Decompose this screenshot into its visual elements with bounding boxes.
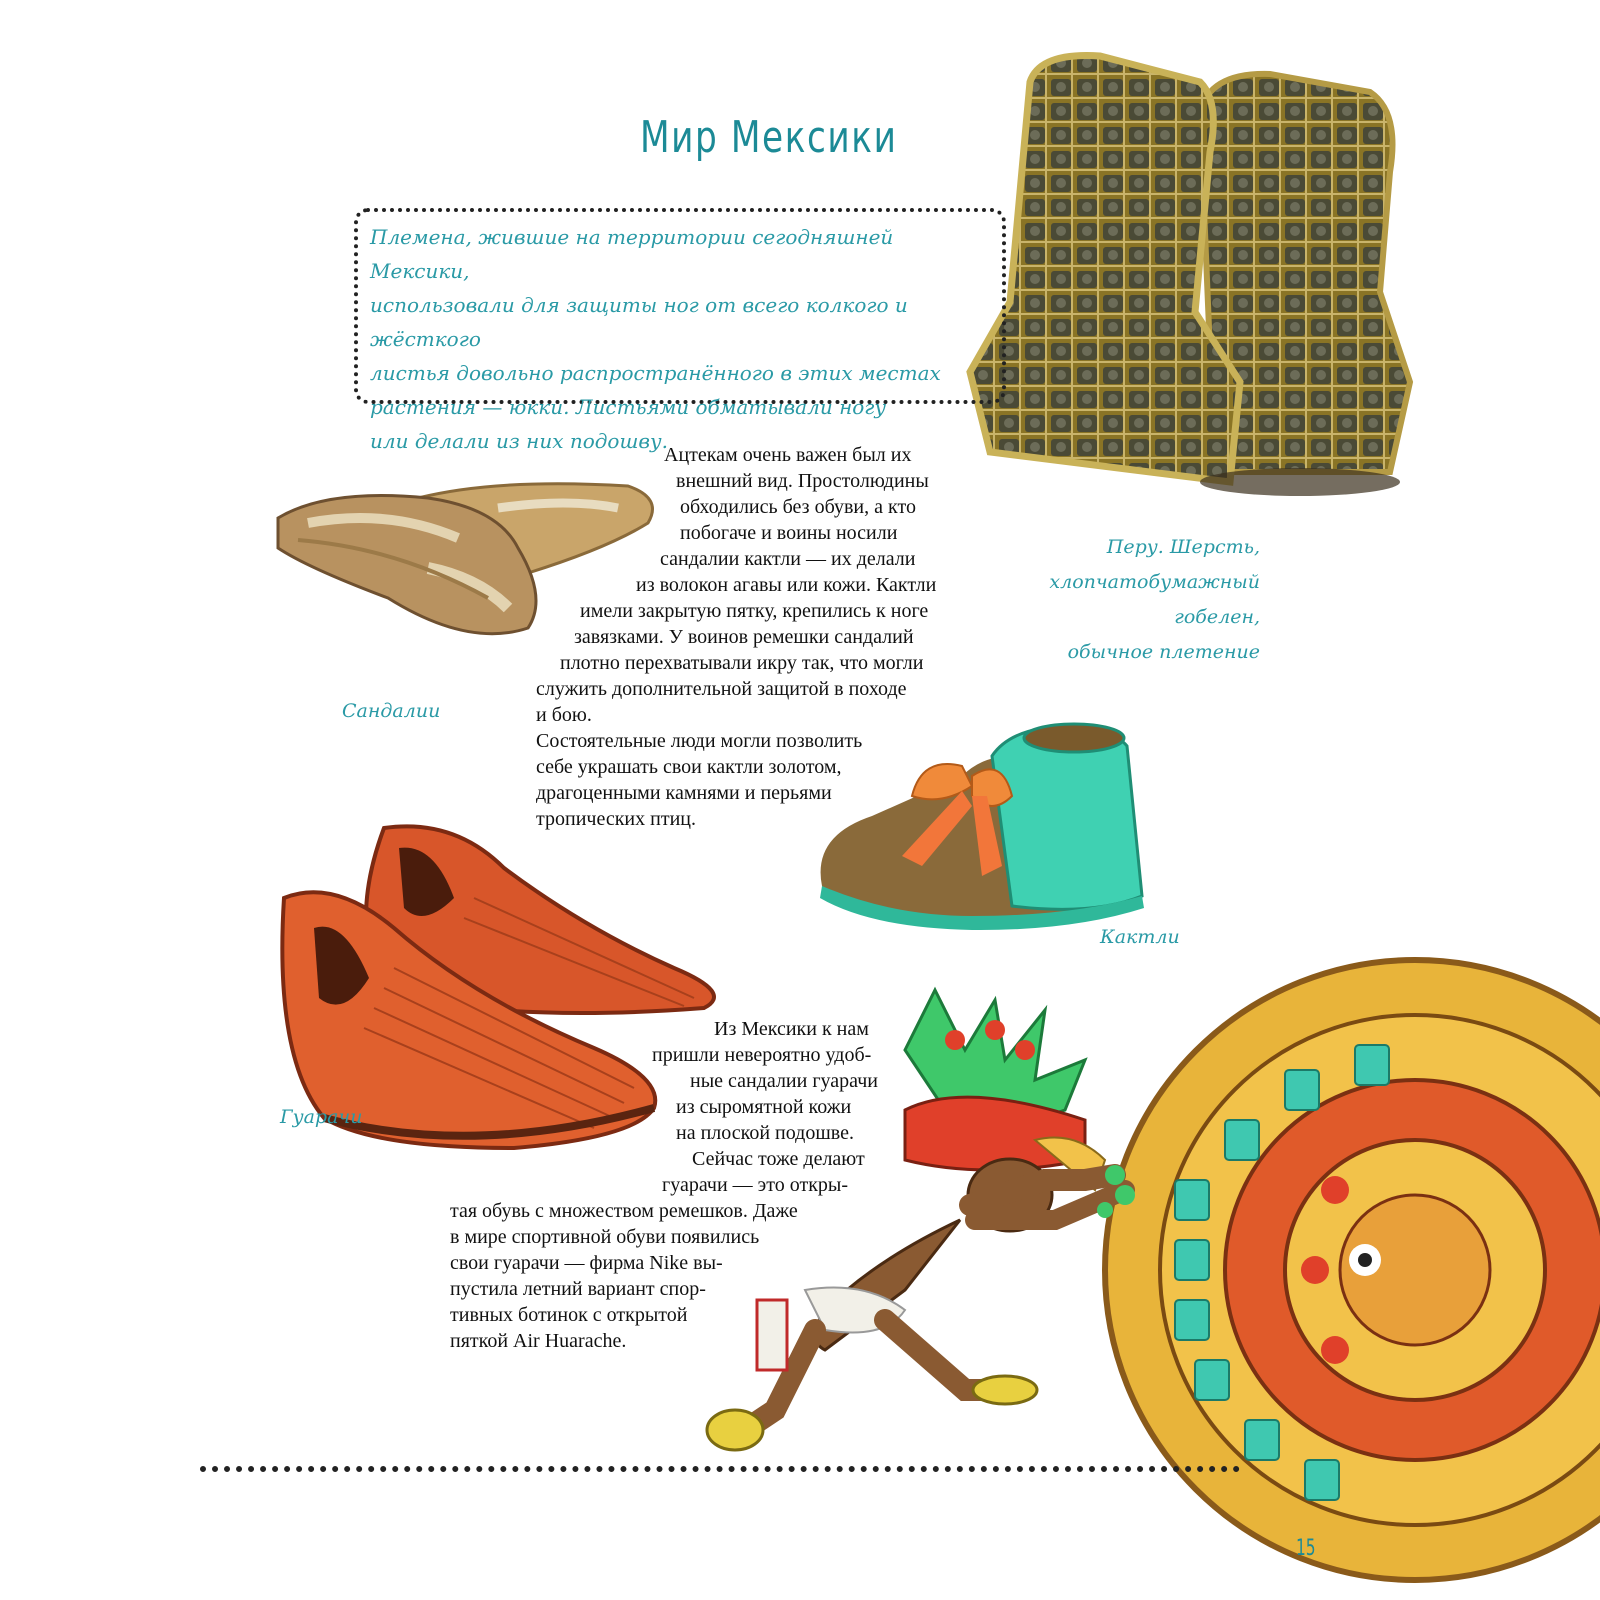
caktli-caption: Кактли	[1100, 926, 1180, 948]
text-line: Ацтекам очень важен был их	[664, 444, 912, 466]
text-line: ные сандалии гуарачи	[690, 1070, 878, 1092]
page-number: 15	[1296, 1536, 1316, 1561]
intro-line: Племена, жившие на территории сегодняшней Мексики,	[370, 225, 894, 283]
text-line: побогаче и воины носили	[680, 522, 898, 544]
text-line: свои гуарачи — фирма Nike вы-	[450, 1252, 723, 1274]
aztec-warrior-illustration	[705, 990, 1410, 1510]
caption-line: гобелен,	[1174, 606, 1260, 628]
text-line: тая обувь с множеством ремешков. Даже	[450, 1200, 798, 1222]
text-line: тропических птиц.	[536, 808, 696, 830]
text-line: и бою.	[536, 704, 592, 726]
caption-line: Перу. Шерсть,	[1106, 536, 1260, 558]
text-line: имели закрытую пятку, крепились к ноге	[580, 600, 929, 622]
bottom-divider	[200, 1466, 1240, 1472]
caption-line: хлопчатобумажный	[1049, 571, 1260, 593]
text-line: обходились без обуви, а кто	[680, 496, 916, 518]
text-line: на плоской подошве.	[676, 1122, 854, 1144]
text-line: из волокон агавы или кожи. Кактли	[636, 574, 937, 596]
text-line: гуарачи — это откры-	[662, 1174, 849, 1196]
caption-line: обычное плетение	[1067, 641, 1260, 663]
huarache-caption: Гуарачи	[280, 1106, 363, 1128]
text-line: внешний вид. Простолюдины	[676, 470, 929, 492]
sun-stone-icon	[1105, 960, 1600, 1580]
peru-caption	[1010, 530, 1260, 670]
text-line: Из Мексики к нам	[714, 1018, 869, 1040]
text-line: тивных ботинок с открытой	[450, 1304, 688, 1326]
intro-line: листья довольно распространённого в этих местах	[370, 361, 941, 385]
intro-line: растения — юкки. Листьями обматывали ногу	[370, 395, 886, 419]
text-line: служить дополнительной защитой в походе	[536, 678, 907, 700]
warrior-figure	[707, 990, 1135, 1450]
intro-line: или делали из них подошву.	[370, 429, 669, 453]
text-line: плотно перехватывали икру так, что могли	[560, 652, 924, 674]
peru-boots-image	[970, 52, 1410, 502]
text-line: драгоценными камнями и перьями	[536, 782, 832, 804]
text-line: Состоятельные люди могли позволить	[536, 730, 863, 752]
text-line: пяткой Air Huarache.	[450, 1330, 627, 1352]
intro-line: использовали для защиты ног от всего колкого и жёсткого	[370, 293, 908, 351]
text-line: себе украшать свои кактли золотом,	[536, 756, 842, 778]
text-line: завязками. У воинов ремешки сандалий	[574, 626, 914, 648]
text-line: в мире спортивной обуви появились	[450, 1226, 760, 1248]
text-line: пустила летний вариант спор-	[450, 1278, 706, 1300]
text-line: сандалии кактли — их делали	[660, 548, 916, 570]
text-line: Сейчас тоже делают	[692, 1148, 865, 1170]
caktli-image	[812, 716, 1152, 936]
text-line: пришли невероятно удоб-	[652, 1044, 872, 1066]
text-line: из сыромятной кожи	[676, 1096, 852, 1118]
intro-box	[354, 208, 1006, 453]
sandals-caption: Сандалии	[342, 700, 441, 722]
page-title: Мир Мексики	[640, 112, 898, 163]
